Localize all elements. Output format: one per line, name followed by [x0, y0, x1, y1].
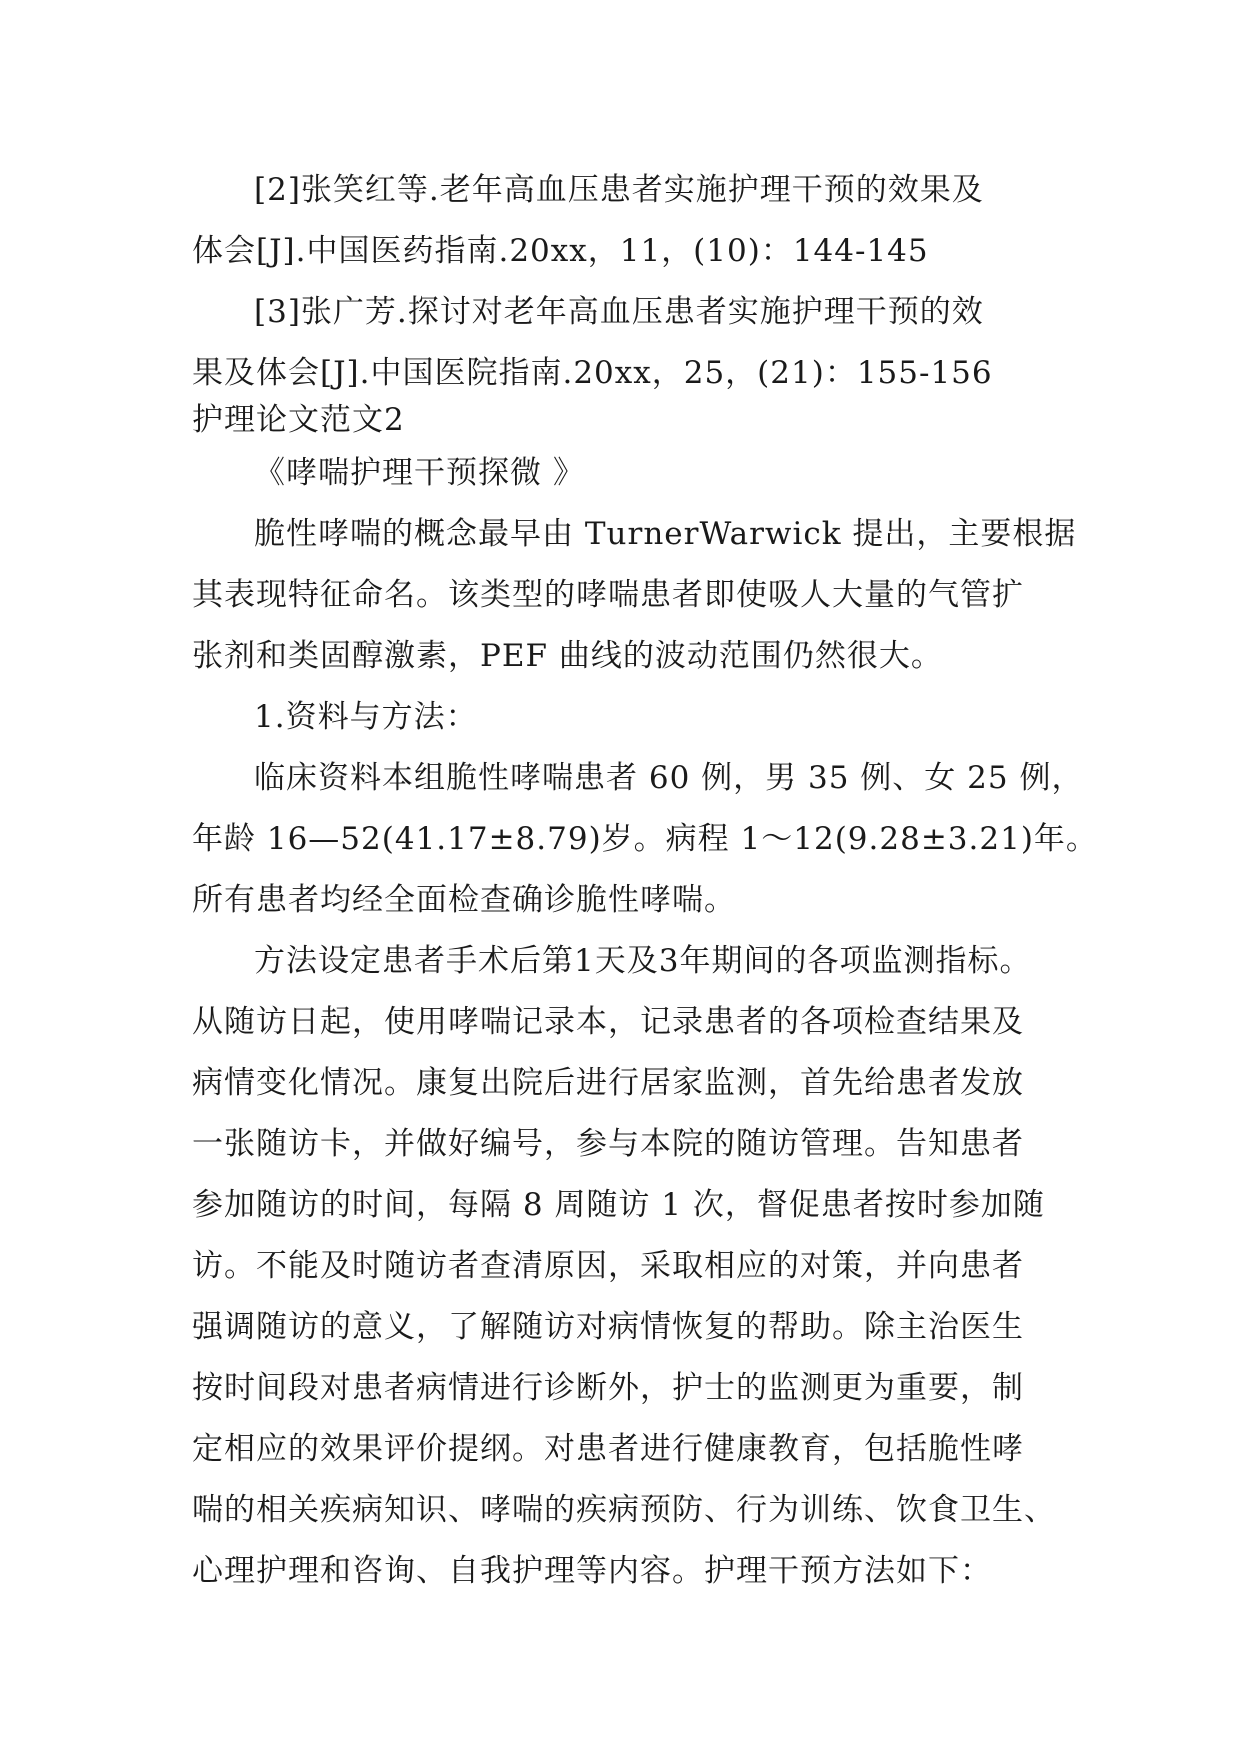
reference-2-line-1: [2]张笑红等.老年高血压患者实施护理干预的效果及: [254, 172, 984, 208]
reference-3-line-2: 果及体会[J].中国医院指南.20xx，25，(21)：155-156: [192, 355, 993, 391]
paragraph-line: 心理护理和咨询、自我护理等内容。护理干预方法如下：: [192, 1553, 992, 1589]
section-heading: 护理论文范文2: [192, 402, 405, 438]
paragraph-line: 访。不能及时随访者查清原因，采取相应的对策，并向患者: [192, 1248, 1024, 1284]
paragraph-line: 方法设定患者手术后第1天及3年期间的各项监测指标。: [254, 943, 1032, 979]
reference-2-line-2: 体会[J].中国医药指南.20xx，11，(10)：144-145: [192, 233, 929, 269]
paragraph-line: 病情变化情况。康复出院后进行居家监测，首先给患者发放: [192, 1065, 1024, 1101]
paragraph-line: 其表现特征命名。该类型的哮喘患者即使吸人大量的气管扩: [192, 577, 1024, 613]
reference-3-line-1: [3]张广芳.探讨对老年高血压患者实施护理干预的效: [254, 294, 984, 330]
paragraph-line: 定相应的效果评价提纲。对患者进行健康教育，包括脆性哮: [192, 1431, 1024, 1467]
paragraph-line: 按时间段对患者病情进行诊断外，护士的监测更为重要，制: [192, 1370, 1024, 1406]
article-title: 《哮喘护理干预探微 》: [254, 455, 585, 491]
document-page: [192, 160, 1098, 1602]
paragraph-line: 张剂和类固醇激素，PEF 曲线的波动范围仍然很大。: [192, 638, 943, 674]
paragraph-line: 临床资料本组脆性哮喘患者 60 例，男 35 例、女 25 例，: [254, 760, 1084, 796]
paragraph-line: 脆性哮喘的概念最早由 TurnerWarwick 提出，主要根据: [254, 516, 1077, 552]
paragraph-line: 喘的相关疾病知识、哮喘的疾病预防、行为训练、饮食卫生、: [192, 1492, 1056, 1528]
subheading-materials-methods: 1.资料与方法：: [254, 699, 478, 735]
paragraph-line: 一张随访卡，并做好编号，参与本院的随访管理。告知患者: [192, 1126, 1024, 1162]
paragraph-line: 强调随访的意义，了解随访对病情恢复的帮助。除主治医生: [192, 1309, 1024, 1345]
paragraph-line: 年龄 16—52(41.17±8.79)岁。病程 1～12(9.28±3.21)年。: [192, 821, 1098, 857]
paragraph-line: 所有患者均经全面检查确诊脆性哮喘。: [192, 882, 736, 918]
paragraph-line: 从随访日起，使用哮喘记录本，记录患者的各项检查结果及: [192, 1004, 1024, 1040]
paragraph-line: 参加随访的时间，每隔 8 周随访 1 次，督促患者按时参加随: [192, 1187, 1045, 1223]
